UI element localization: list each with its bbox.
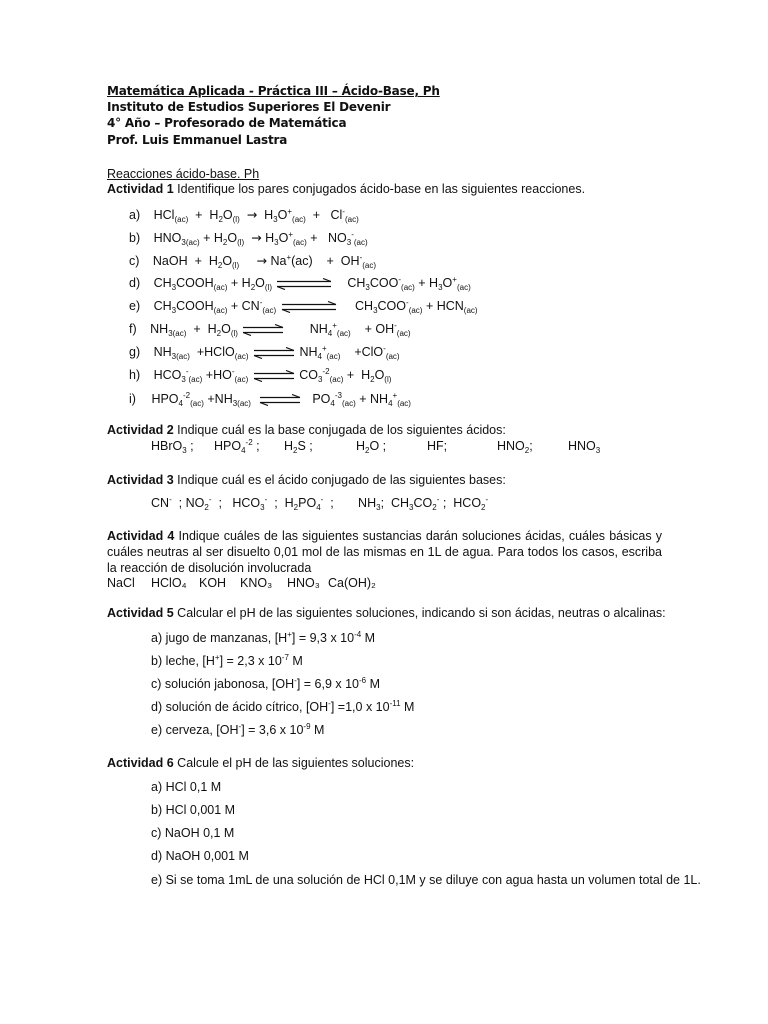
activity-4-paragraph bbox=[107, 528, 662, 576]
equilibrium-arrow-icon bbox=[275, 278, 333, 290]
substance-item: NaCl bbox=[107, 576, 135, 590]
equilibrium-arrow-icon bbox=[241, 324, 285, 336]
acid-item: HF; bbox=[427, 439, 448, 453]
reaction-letter: f) bbox=[129, 322, 137, 336]
activity-2-text: Indique cuál es la base conjugada de los siguientes ácidos: bbox=[173, 423, 506, 437]
ph-item: b) leche, [H+] = 2,3 x $10^{-7}$ M bbox=[151, 653, 303, 668]
reaction-h: h) $HCO_3^-_{(ac)} +HO^-_{(ac)}$ $CO_3^{-2}_{(ac)} + H_2O_{(l)}$ bbox=[129, 367, 392, 384]
equilibrium-arrow-icon bbox=[258, 394, 302, 406]
substance-item: HClO₄ bbox=[151, 576, 187, 590]
reaction-letter: a) bbox=[129, 208, 141, 222]
institute-name: Instituto de Estudios Superiores El Devenir bbox=[107, 100, 391, 114]
activity-4-text: Indique cuáles de las siguientes sustancias darán soluciones ácidas, cuáles básicas y cuáles neutras al ser disuelto 0,01 mol de las mismas en 1L de agua. Para todos los casos, escriba la reacción de disolución involucrada bbox=[107, 529, 663, 575]
ph-item: c) solución jabonosa, [OH-] = 6,9 x $10^{-6}$ M bbox=[151, 676, 381, 691]
activity-1-heading bbox=[107, 182, 585, 196]
ph-solution-item: c) NaOH 0,1 M bbox=[151, 826, 235, 840]
activity-2-label: Actividad 2 bbox=[107, 423, 174, 437]
equilibrium-arrow-icon bbox=[280, 301, 338, 313]
acid-item: $HNO_2$; bbox=[497, 439, 533, 455]
equilibrium-arrow-icon bbox=[252, 370, 296, 382]
reaction-a: a) $HCl_{(ac)} + H_2O_{(l)} \to H_3O^+_{(ac)} + Cl^-_{(ac)}$ bbox=[129, 207, 359, 224]
reaction-letter: i) bbox=[129, 392, 136, 406]
reaction-g: g) $NH_{3(ac)}$ +HClO$_{(ac)}$ $NH_4^+_{(ac)}$ +ClO-$_{(ac)}$ bbox=[129, 344, 400, 361]
activity-2-heading bbox=[107, 423, 506, 437]
ph-solution-item: e) Si se toma 1mL de una solución de HCl 0,1M y se diluye con agua hasta un volumen total de 1L. bbox=[151, 873, 701, 887]
substance-item: KOH bbox=[199, 576, 227, 590]
equilibrium-arrow-icon bbox=[252, 347, 296, 359]
reaction-b: b) $HNO_{3(ac)} + H_2O_{(l)} \to H_3O^+_{(ac)} + NO_3^-_{(ac)}$ bbox=[129, 230, 368, 247]
ph-item: a) jugo de manzanas, [H+] = 9,3 x $10^{-4}$ M bbox=[151, 630, 376, 645]
activity-3-text: Indique cuál es el ácido conjugado de las siguientes bases: bbox=[173, 473, 506, 487]
reaction-i: i) $HPO_4^{-2}_{(ac)} +NH_{3(ac)}$ $PO_4^{-3}_{(ac)} + NH_4^+_{(ac)}$ bbox=[129, 391, 411, 408]
ph-solution-item: d) NaOH 0,001 M bbox=[151, 849, 249, 863]
reaction-letter: g) bbox=[129, 345, 141, 359]
activity-6-text: Calcule el pH de las siguientes soluciones: bbox=[173, 756, 415, 770]
acid-item: HBrO$_3$ ; bbox=[151, 439, 194, 455]
activity-5-heading bbox=[107, 606, 666, 620]
activity-3-label: Actividad 3 bbox=[107, 473, 174, 487]
activity-1-label: Actividad 1 bbox=[107, 182, 174, 196]
reaction-c: c) NaOH + $H_2O_{(l)}$ → Na+(ac) + $OH^-_{(ac)}$ bbox=[129, 253, 377, 270]
reaction-letter: c) bbox=[129, 254, 140, 268]
activity-6-heading bbox=[107, 756, 414, 770]
base-list: CN- ; $NO_2^-$ ; $HCO_3^-$ ; $H_2PO_4^-$ ; $NH_3$; $CH_3CO_2^-$ ; $HCO_2^-$ bbox=[151, 495, 489, 512]
acid-item: $H_2O$ ; bbox=[356, 439, 387, 455]
substance-item: Ca(OH)₂ bbox=[328, 576, 376, 590]
professor-name: Prof. Luis Emmanuel Lastra bbox=[107, 133, 288, 147]
reaction-letter: b) bbox=[129, 231, 141, 245]
reaction-f: f) $NH_{3(ac)} + H_2O_{(l)}$ $NH_4^+_{(ac)}$ + $OH^-_{(ac)}$ bbox=[129, 321, 411, 338]
activity-3-heading bbox=[107, 473, 506, 487]
acid-item: $H_2S$ ; bbox=[284, 439, 313, 455]
substance-item: HNO₃ bbox=[287, 576, 320, 590]
acid-item: $HPO_4^{-2}$ ; bbox=[214, 438, 260, 455]
activity-5-label: Actividad 5 bbox=[107, 606, 174, 620]
substance-item: KNO₃ bbox=[240, 576, 273, 590]
course-name: 4° Año – Profesorado de Matemática bbox=[107, 116, 347, 130]
acid-item: $HNO_3$ bbox=[568, 439, 601, 455]
ph-solution-item: a) HCl 0,1 M bbox=[151, 780, 222, 794]
reaction-letter: d) bbox=[129, 276, 141, 290]
ph-item: d) solución de ácido cítrico, [OH-] =1,0 x $10^{-11}$ M bbox=[151, 699, 415, 714]
reaction-letter: e) bbox=[129, 299, 141, 313]
section-title: Reacciones ácido-base. Ph bbox=[107, 167, 260, 181]
activity-1-text: Identifique los pares conjugados ácido-base en las siguientes reacciones. bbox=[173, 182, 586, 196]
reaction-e: e) $CH_3COOH_{(ac)} + CN^-_{(ac)}$ $CH_3COO^-_{(ac)} + HCN_{(ac)}$ bbox=[129, 298, 478, 315]
reaction-letter: h) bbox=[129, 368, 141, 382]
reaction-d: d) $CH_3COOH_{(ac)} + H_2O_{(l)}$ $CH_3COO^-_{(ac)} + H_3O^+_{(ac)}$ bbox=[129, 275, 471, 292]
document-title: Matemática Aplicada - Práctica III – Ácido-Base, Ph bbox=[107, 84, 440, 98]
activity-4-label: Actividad 4 bbox=[107, 529, 175, 543]
activity-5-text: Calcular el pH de las siguientes soluciones, indicando si son ácidas, neutras o alcalinas: bbox=[173, 606, 666, 620]
ph-item: e) cerveza, [OH-] = 3,6 x $10^{-9}$ M bbox=[151, 722, 325, 737]
activity-6-label: Actividad 6 bbox=[107, 756, 174, 770]
ph-solution-item: b) HCl 0,001 M bbox=[151, 803, 236, 817]
